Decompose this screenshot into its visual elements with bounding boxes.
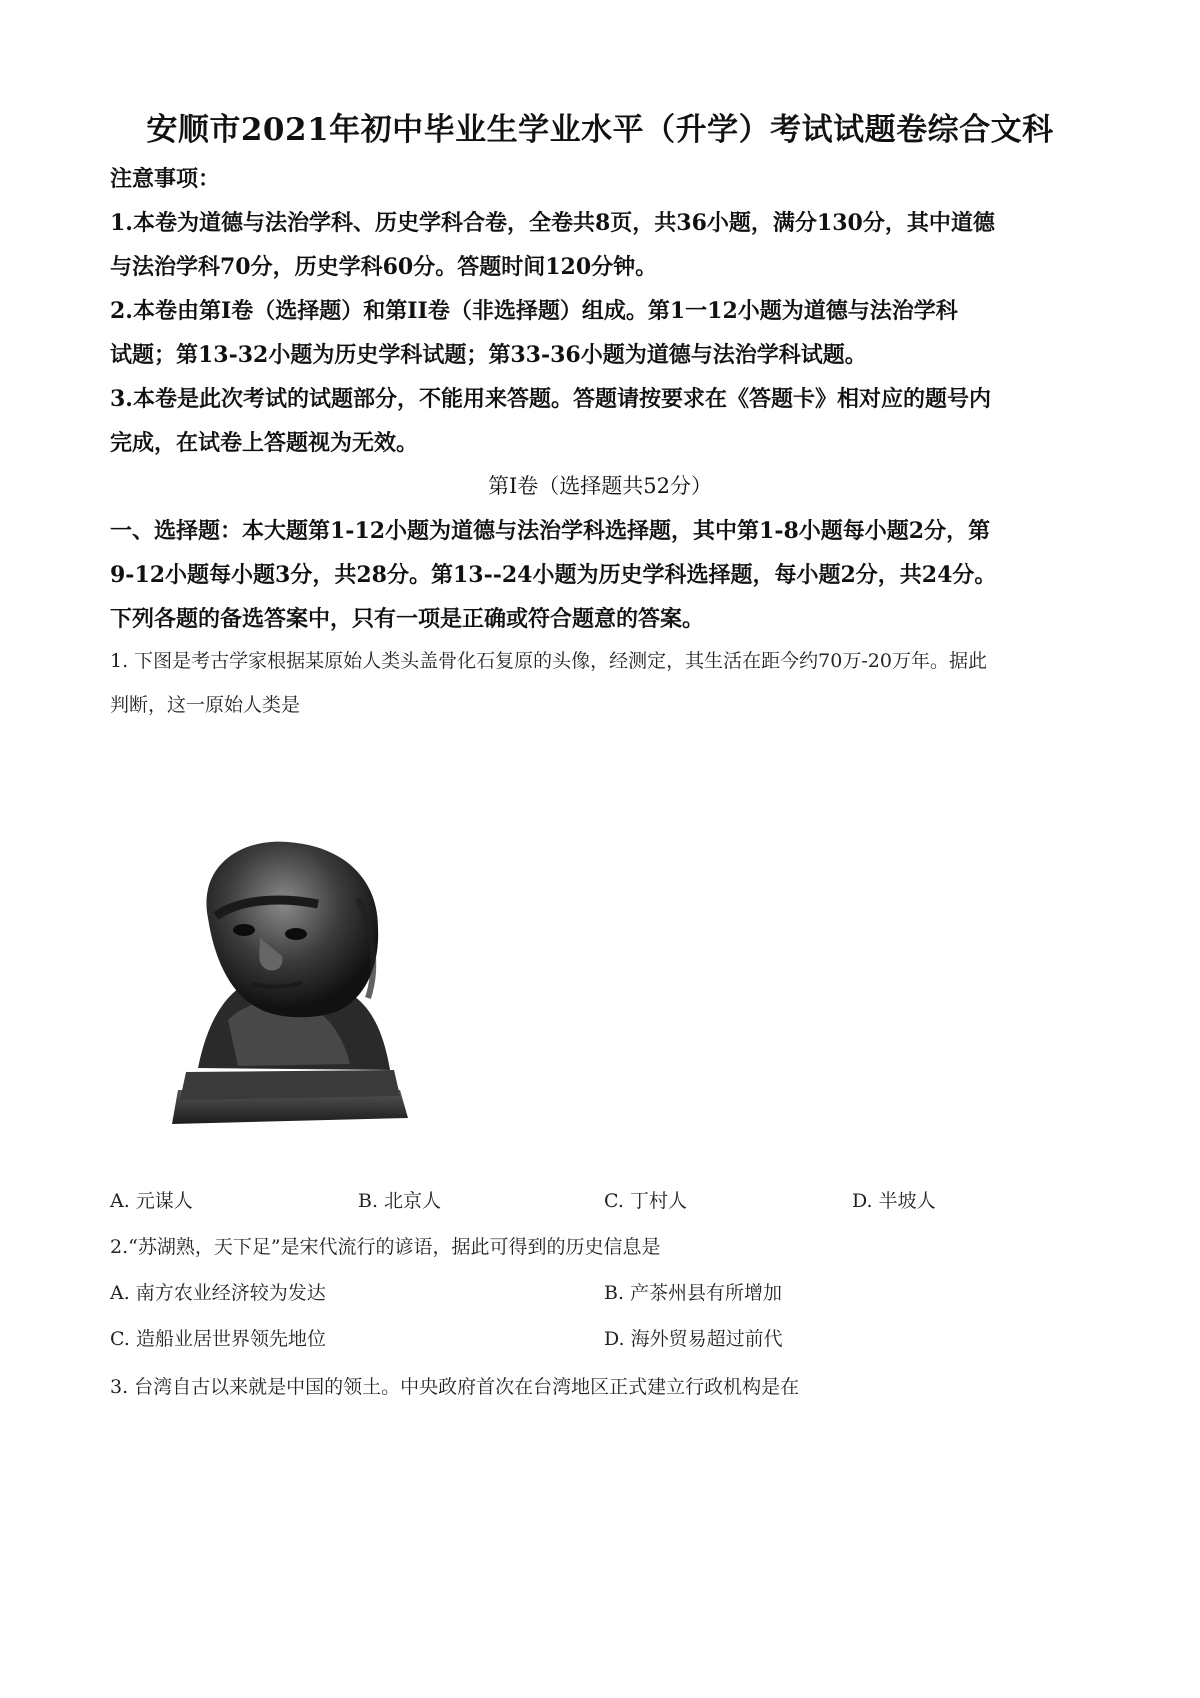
q1-option-a: A. 元谋人 xyxy=(110,1190,193,1212)
q1-option-d: D. 半坡人 xyxy=(852,1190,936,1212)
section-heading: 第I卷（选择题共52分） xyxy=(487,474,713,498)
section-instruction: 下列各题的备选答案中，只有一项是正确或符合题意的答案。 xyxy=(110,606,705,632)
notice-line: 完成，在试卷上答题视为无效。 xyxy=(110,430,419,456)
q1-option-b: B. 北京人 xyxy=(358,1190,442,1212)
q2-option-b: B. 产茶州县有所增加 xyxy=(604,1282,783,1304)
q2-option-d: D. 海外贸易超过前代 xyxy=(604,1328,783,1350)
notice-line: 3.本卷是此次考试的试题部分，不能用来答题。答题请按要求在《答题卡》相对应的题号内 xyxy=(110,386,991,412)
peking-man-bust-image xyxy=(168,838,416,1128)
notice-line: 2.本卷由第I卷（选择题）和第II卷（非选择题）组成。第1一12小题为道德与法治学科 xyxy=(110,298,958,324)
question-1-stem: 判断，这一原始人类是 xyxy=(110,694,301,716)
section-instruction: 9-12小题每小题3分，共28分。第13--24小题为历史学科选择题，每小题2分，共24分。 xyxy=(110,562,997,588)
notice-line: 1.本卷为道德与法治学科、历史学科合卷，全卷共8页，共36小题，满分130分，其中道德 xyxy=(110,210,995,236)
notice-line: 试题；第13-32小题为历史学科试题；第33-36小题为道德与法治学科试题。 xyxy=(110,342,867,368)
question-1-stem: 1. 下图是考古学家根据某原始人类头盖骨化石复原的头像，经测定，其生活在距今约70万-20万年。据此 xyxy=(110,650,987,672)
question-2-stem: 2.“苏湖熟，天下足”是宋代流行的谚语，据此可得到的历史信息是 xyxy=(110,1236,661,1258)
q1-option-c: C. 丁村人 xyxy=(604,1190,687,1212)
q2-option-c: C. 造船业居世界领先地位 xyxy=(110,1328,326,1350)
exam-title: 安顺市2021年初中毕业生学业水平（升学）考试试题卷综合文科 xyxy=(146,112,1054,148)
section-instruction: 一、选择题：本大题第1-12小题为道德与法治学科选择题，其中第1-8小题每小题2分，第 xyxy=(110,518,991,544)
q2-option-a: A. 南方农业经济较为发达 xyxy=(110,1282,326,1304)
question-3-stem: 3. 台湾自古以来就是中国的领土。中央政府首次在台湾地区正式建立行政机构是在 xyxy=(110,1376,800,1398)
notice-line: 与法治学科70分，历史学科60分。答题时间120分钟。 xyxy=(110,254,658,280)
notice-heading: 注意事项： xyxy=(110,166,221,192)
